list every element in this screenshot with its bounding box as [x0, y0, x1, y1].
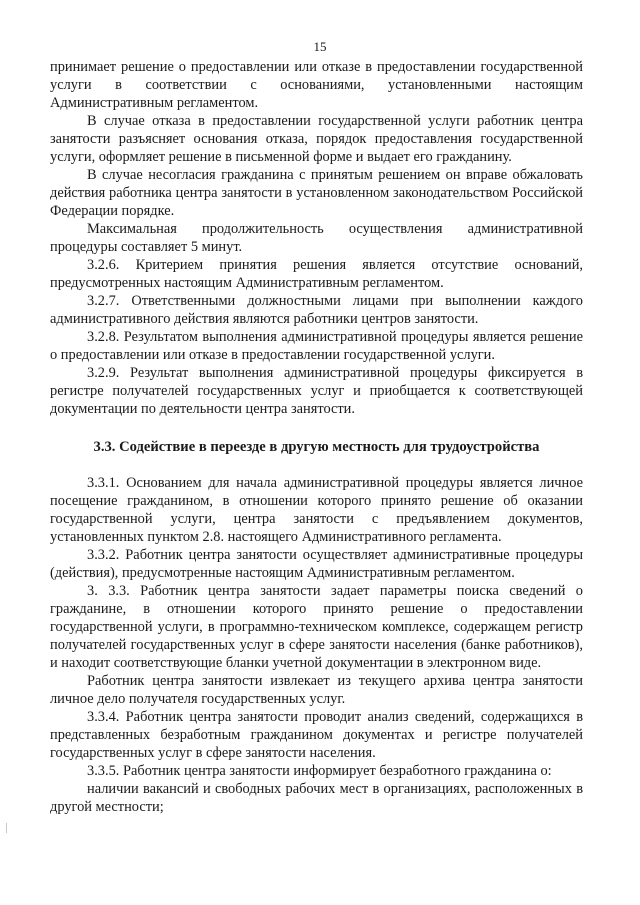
paragraphs-after-heading: [50, 474, 583, 816]
paragraph: 3.2.6. Критерием принятия решения является отсутствие оснований, предусмотренных настоящим Административным регламентом.: [50, 257, 583, 291]
paragraph: Работник центра занятости извлекает из текущего архива центра занятости личное дело получателя государственных услуг.: [50, 673, 583, 707]
paragraph: В случае отказа в предоставлении государственной услуги работник центра занятости разъясняет основания отказа, порядок предоставления государственной услуги, оформляет решение в письменной форме и выдает его гражданину.: [50, 113, 583, 165]
page-number: 15: [313, 39, 327, 54]
paragraph: 3.2.7. Ответственными должностными лицами при выполнении каждого административного действия являются работники центров занятости.: [50, 293, 583, 327]
scan-artifact: [6, 823, 10, 833]
paragraphs-before-heading: [50, 58, 583, 418]
paragraph: В случае несогласия гражданина с принятым решением он вправе обжаловать действия работника центра занятости в установленном законодательством Российской Федерации порядке.: [50, 167, 583, 219]
paragraph: принимает решение о предоставлении или отказе в предоставлении государственной услуги в соответствии с основаниями, установленными настоящим Административным регламентом.: [50, 59, 583, 111]
paragraph: 3.2.8. Результатом выполнения административной процедуры является решение о предоставлении или отказе в предоставлении государственной услуги.: [50, 329, 583, 363]
document-body: [50, 58, 583, 816]
paragraph: наличии вакансий и свободных рабочих мест в организациях, расположенных в другой местности;: [50, 781, 583, 815]
paragraph: 3.3.5. Работник центра занятости информирует безработного гражданина о:: [87, 763, 552, 779]
section-heading: 3.3. Содействие в переезде в другую местность для трудоустройства: [93, 439, 540, 455]
paragraph: 3.3.2. Работник центра занятости осуществляет административные процедуры (действия), предусмотренные настоящим Административным регламентом.: [50, 547, 583, 581]
paragraph: 3.3.1. Основанием для начала административной процедуры является личное посещение гражданином, в отношении которого принято решение об оказании государственной услуги, центра занятости с предъявлением документов, установленных пунктом 2.8. настоящего Административного регламента.: [50, 475, 583, 545]
paragraph: 3.2.9. Результат выполнения административной процедуры фиксируется в регистре получателей государственных услуг и приобщается к соответствующей документации по деятельности центра занятости.: [50, 365, 583, 417]
paragraph: Максимальная продолжительность осуществления административной процедуры составляет 5 минут.: [50, 221, 583, 255]
paragraph: 3.3.4. Работник центра занятости проводит анализ сведений, содержащихся в представленных безработным гражданином документах и регистре получателей государственных услуг в сфере занятости населения.: [50, 709, 583, 761]
paragraph: 3. 3.3. Работник центра занятости задает параметры поиска сведений о гражданине, в отношении которого принято решение о предоставлении государственной услуги, в программно-техническом комплексе, содержащем регистр получателей государственных услуг в сфере занятости населения (банке работников), и находит соответствующие бланки учетной документации в электронном виде.: [50, 583, 583, 671]
